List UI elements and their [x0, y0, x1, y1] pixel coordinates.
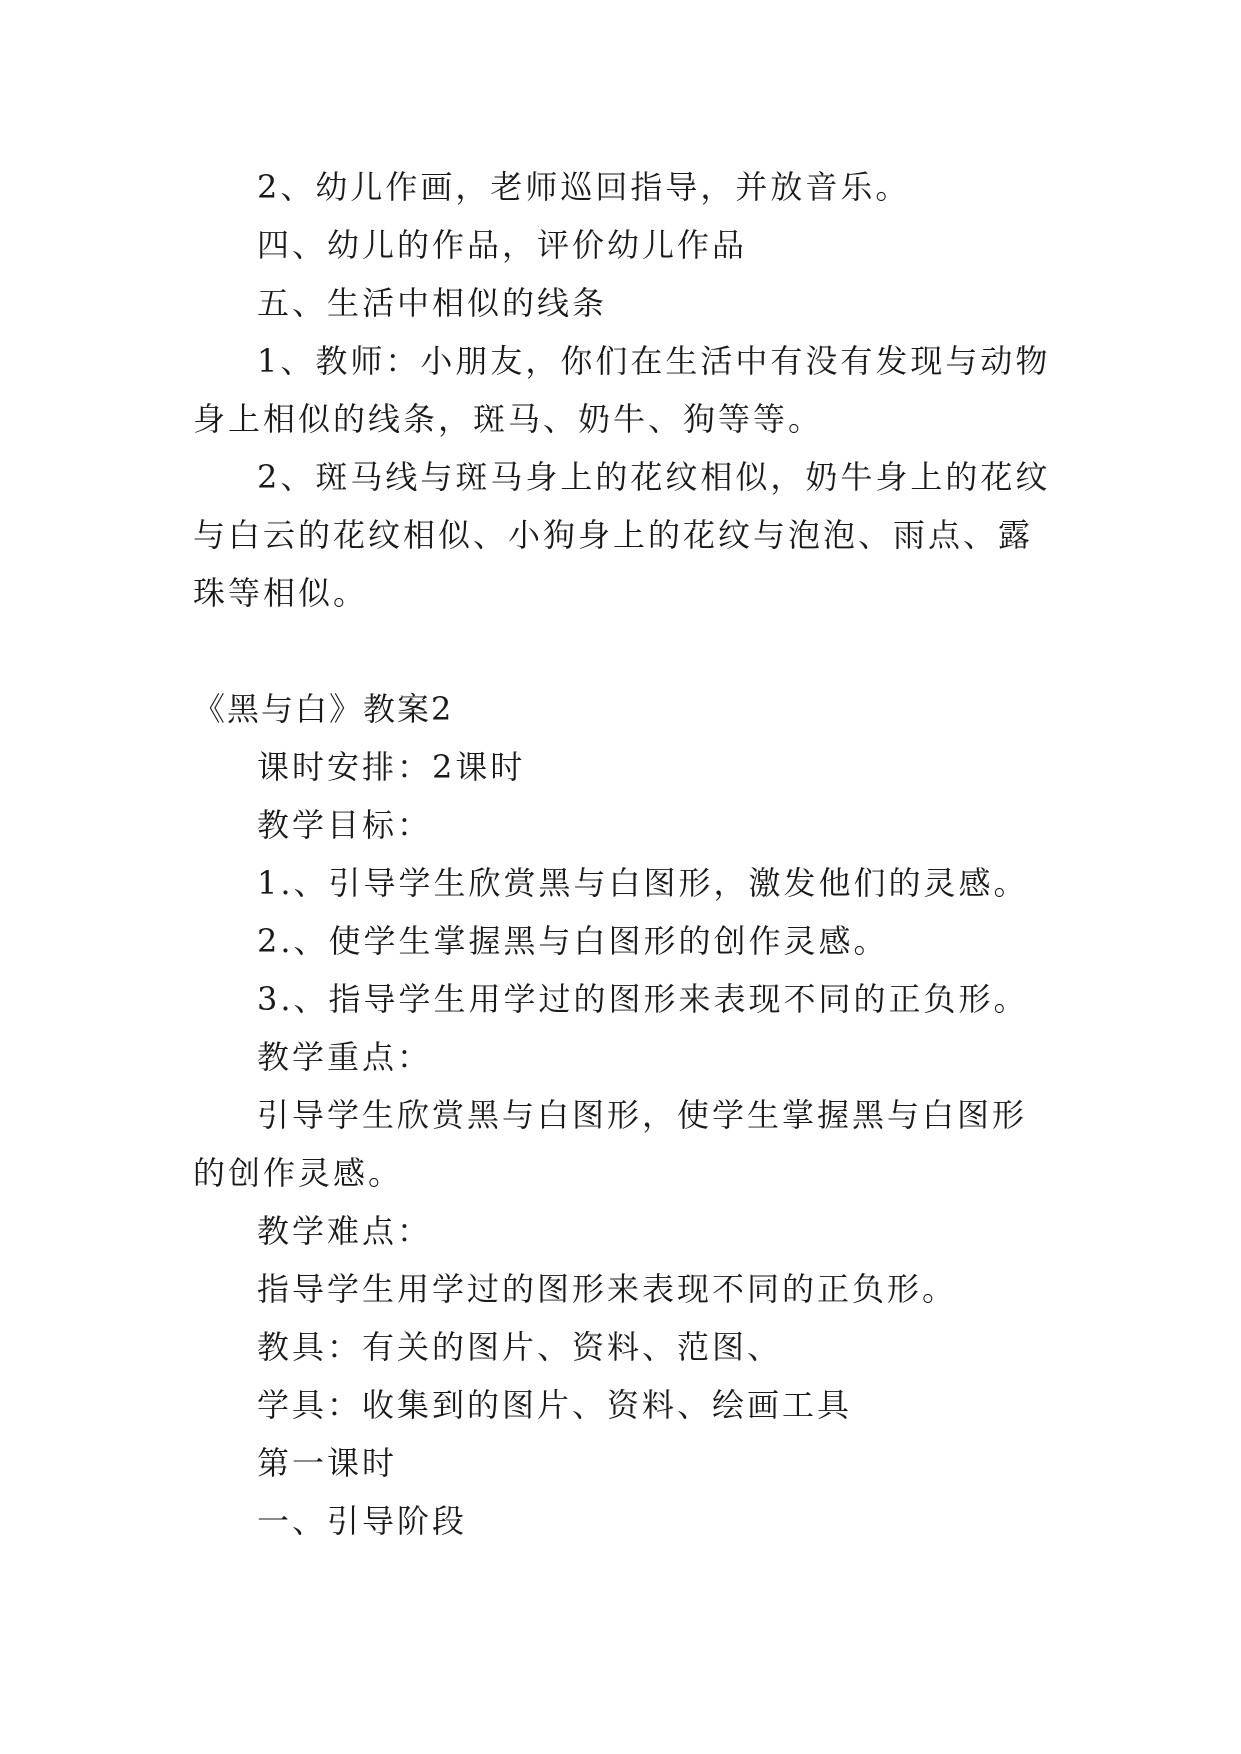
- paragraph: 2、斑马线与斑马身上的花纹相似，奶牛身上的花纹与白云的花纹相似、小狗身上的花纹与泡泡、雨点、露珠等相似。: [193, 458, 1051, 612]
- paragraph: 课时安排：2课时: [257, 748, 526, 786]
- document-body: [193, 158, 1055, 1550]
- paragraph: 1、教师：小朋友，你们在生活中有没有发现与动物身上相似的线条，斑马、奶牛、狗等等。: [193, 342, 1051, 438]
- paragraph: 指导学生用学过的图形来表现不同的正负形。: [257, 1270, 958, 1308]
- paragraph: 四、幼儿的作品，评价幼儿作品: [257, 226, 748, 264]
- paragraph: 3.、指导学生用学过的图形来表现不同的正负形。: [257, 980, 1029, 1018]
- paragraph: 第一课时: [257, 1444, 398, 1482]
- paragraph: 学具：收集到的图片、资料、绘画工具: [257, 1386, 853, 1424]
- paragraph: 教学重点：: [257, 1038, 433, 1076]
- paragraph: 五、生活中相似的线条: [257, 284, 608, 322]
- section-title: 《黑与白》教案2: [193, 690, 454, 728]
- paragraph: 2、幼儿作画，老师巡回指导，并放音乐。: [257, 168, 911, 206]
- paragraph: 教学难点：: [257, 1212, 433, 1250]
- paragraph: 引导学生欣赏黑与白图形，使学生掌握黑与白图形的创作灵感。: [193, 1096, 1028, 1192]
- paragraph: 1.、引导学生欣赏黑与白图形，激发他们的灵感。: [257, 864, 1029, 902]
- paragraph: 一、引导阶段: [257, 1502, 468, 1540]
- paragraph: 教具：有关的图片、资料、范图、: [257, 1328, 783, 1366]
- paragraph: 教学目标：: [257, 806, 433, 844]
- paragraph: 2.、使学生掌握黑与白图形的创作灵感。: [257, 922, 889, 960]
- section-gap: [193, 622, 1055, 680]
